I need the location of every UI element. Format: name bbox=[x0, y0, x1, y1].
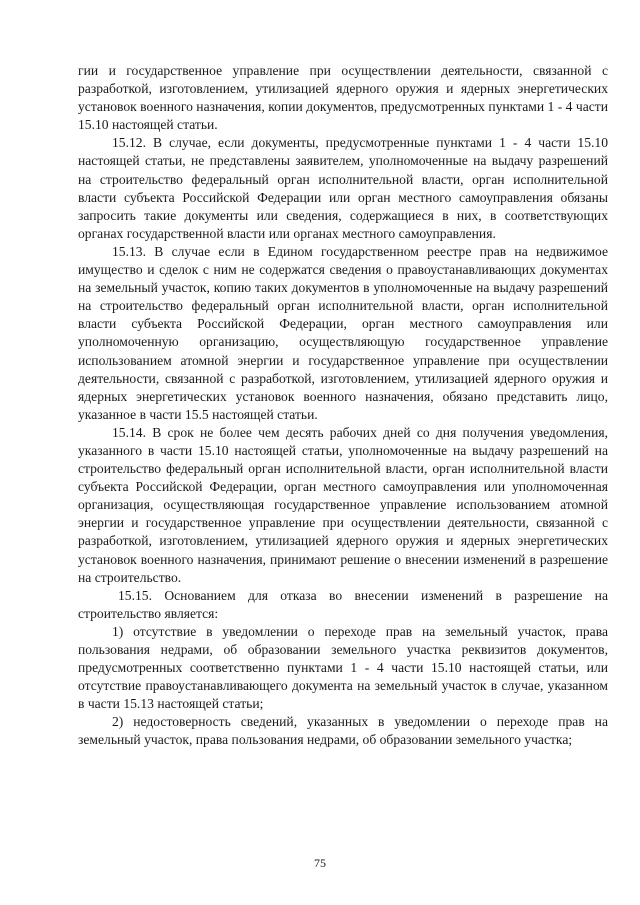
document-body bbox=[78, 62, 608, 750]
list-item-1: 1) отсутствие в уведомлении о переходе прав на земельный участок, права пользования недрами, об образовании земельного участка реквизитов документов, предусмотренных соответственно пунктами 1 - 4 части 15.10 настоящей статьи, или отсутствие правоустанавливающего документа на земельный участок в случае, указанном в части 15.13 настоящей статьи; bbox=[78, 623, 608, 712]
paragraph-15-15: 15.15. Основанием для отказа во внесении изменений в разрешение на строительство является: bbox=[78, 587, 608, 621]
paragraph-15-14: 15.14. В срок не более чем десять рабочих дней со дня получения уведомления, указанного в части 15.10 настоящей статьи, уполномоченные на выдачу разрешений на строительство федеральный орган исполнительной власти, орган исполнительной власти субъекта Российской Федерации, орган местного самоуправления или уполномоченная организация, осуществляющая государственное управление использованием атомной энергии и государственное управление при осуществлении деятельности, связанной с разработкой, изготовлением, утилизацией ядерного оружия и ядерных энергетических установок военного назначения, принимают решение о внесении изменений в разрешение на строительство. bbox=[78, 424, 608, 585]
paragraph-continuation: гии и государственное управление при осуществлении деятельности, связанной с разработкой, изготовлением, утилизацией ядерного оружия и ядерных энергетических установок военного назначения, копии документов, предусмотренных пунктами 1 - 4 части 15.10 настоящей статьи. bbox=[78, 63, 608, 133]
paragraph-15-12: 15.12. В случае, если документы, предусмотренные пунктами 1 - 4 части 15.10 настоящей статьи, не представлены заявителем, уполномоченные на выдачу разрешений на строительство федеральный орган исполнительной власти, орган исполнительной власти субъекта Российской Федерации или орган местного самоуправления обязаны запросить такие документы или сведения, содержащиеся в них, в соответствующих органах государственной власти или органах местного самоуправления. bbox=[78, 135, 608, 241]
list-item-2: 2) недостоверность сведений, указанных в уведомлении о переходе прав на земельный участок, права пользования недрами, об образовании земельного участка; bbox=[78, 714, 608, 748]
paragraph-15-13: 15.13. В случае если в Едином государственном реестре прав на недвижимое имущество и сделок с ним не содержатся сведения о правоустанавливающих документах на земельный участок, копию таких документов в уполномоченные на выдачу разрешений на строительство федеральный орган исполнительной власти, орган исполнительной власти субъекта Российской Федерации, орган местного самоуправления или уполномоченную организацию, осуществляющую государственное управление использованием атомной энергии и государственное управление при осуществлении деятельности, связанной с разработкой, изготовлением, утилизацией ядерного оружия и ядерных энергетических установок военного назначения, обязано представить лицо, указанное в части 15.5 настоящей статьи. bbox=[78, 243, 608, 422]
page-number: 75 bbox=[314, 856, 326, 870]
